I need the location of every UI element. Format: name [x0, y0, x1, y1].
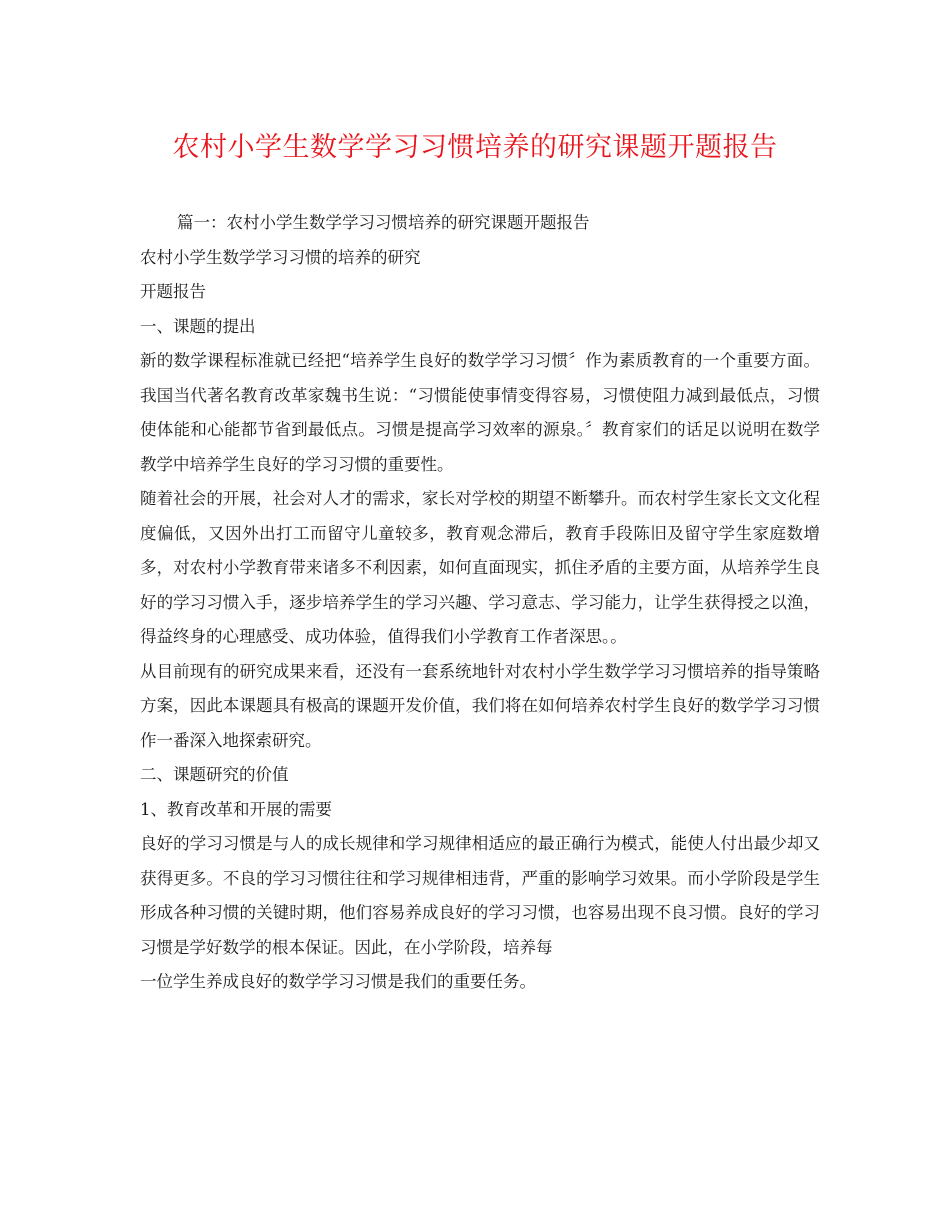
report-subject-line: 农村小学生数学学习习惯的培养的研究 [140, 247, 421, 267]
document-body [140, 206, 820, 1000]
section-heading-2: 二、课题研究的价值 [140, 765, 289, 784]
document-title: 农村小学生数学学习习惯培养的研究课题开题报告 [172, 132, 778, 163]
paragraph-important-task: 一位学生养成良好的数学学习习惯是我们的重要任务。 [140, 972, 536, 991]
paragraph-social-development: 随着社会的开展，社会对人才的需求，家长对学校的期望不断攀升。而农村学生家长文文化程度偏低，又因外出打工而留守儿童较多，教育观念滞后，教育手段陈旧及留守学生家庭数增多，对农村小学教育带来诸多不利因素，如何直面现实，抓住矛盾的主要方面，从培养学生良好的学习习惯入手，逐步培养学生的学习兴趣、学习意志、学习能力，让学生获得授之以渔，得益终身的心理感受、成功体验，值得我们小学教育工作者深思。。 [140, 489, 820, 646]
paragraph-research-status: 从目前现有的研究成果来看，还没有一套系统地针对农村小学生数学学习习惯培养的指导策略方案，因此本课题具有极高的课题开发价值，我们将在如何培养农村学生良好的数学学习习惯作一番深入地探索研究。 [140, 661, 820, 750]
subsection-heading-1: 1、教育改革和开展的需要 [140, 799, 332, 819]
paragraph-good-habits: 良好的学习习惯是与人的成长规律和学习规律相适应的最正确行为模式，能使人付出最少却又获得更多。不良的学习习惯往往和学习规律相违背，严重的影响学习效果。而小学阶段是学生形成各种习惯的关键时期，他们容易养成良好的学习习惯，也容易出现不良习惯。良好的学习习惯是学好数学的根本保证。因此，在小学阶段，培养每 [140, 834, 820, 957]
section-heading-part-one: 篇一：农村小学生数学学习习惯培养的研究课题开题报告 [177, 213, 590, 232]
section-heading-1: 一、课题的提出 [140, 316, 256, 336]
paragraph-curriculum-standard: 新的数学课程标准就已经把“培养学生良好的数学学习习惯〞作为素质教育的一个重要方面。我国当代著名教育改革家魏书生说：“习惯能使事情变得容易，习惯使阻力减到最低点，习惯使体能和心能都节省到最低点。习惯是提高学习效率的源泉。〞教育家们的话足以说明在数学教学中培养学生良好的学习习惯的重要性。 [140, 351, 820, 474]
report-label: 开题报告 [140, 282, 206, 301]
